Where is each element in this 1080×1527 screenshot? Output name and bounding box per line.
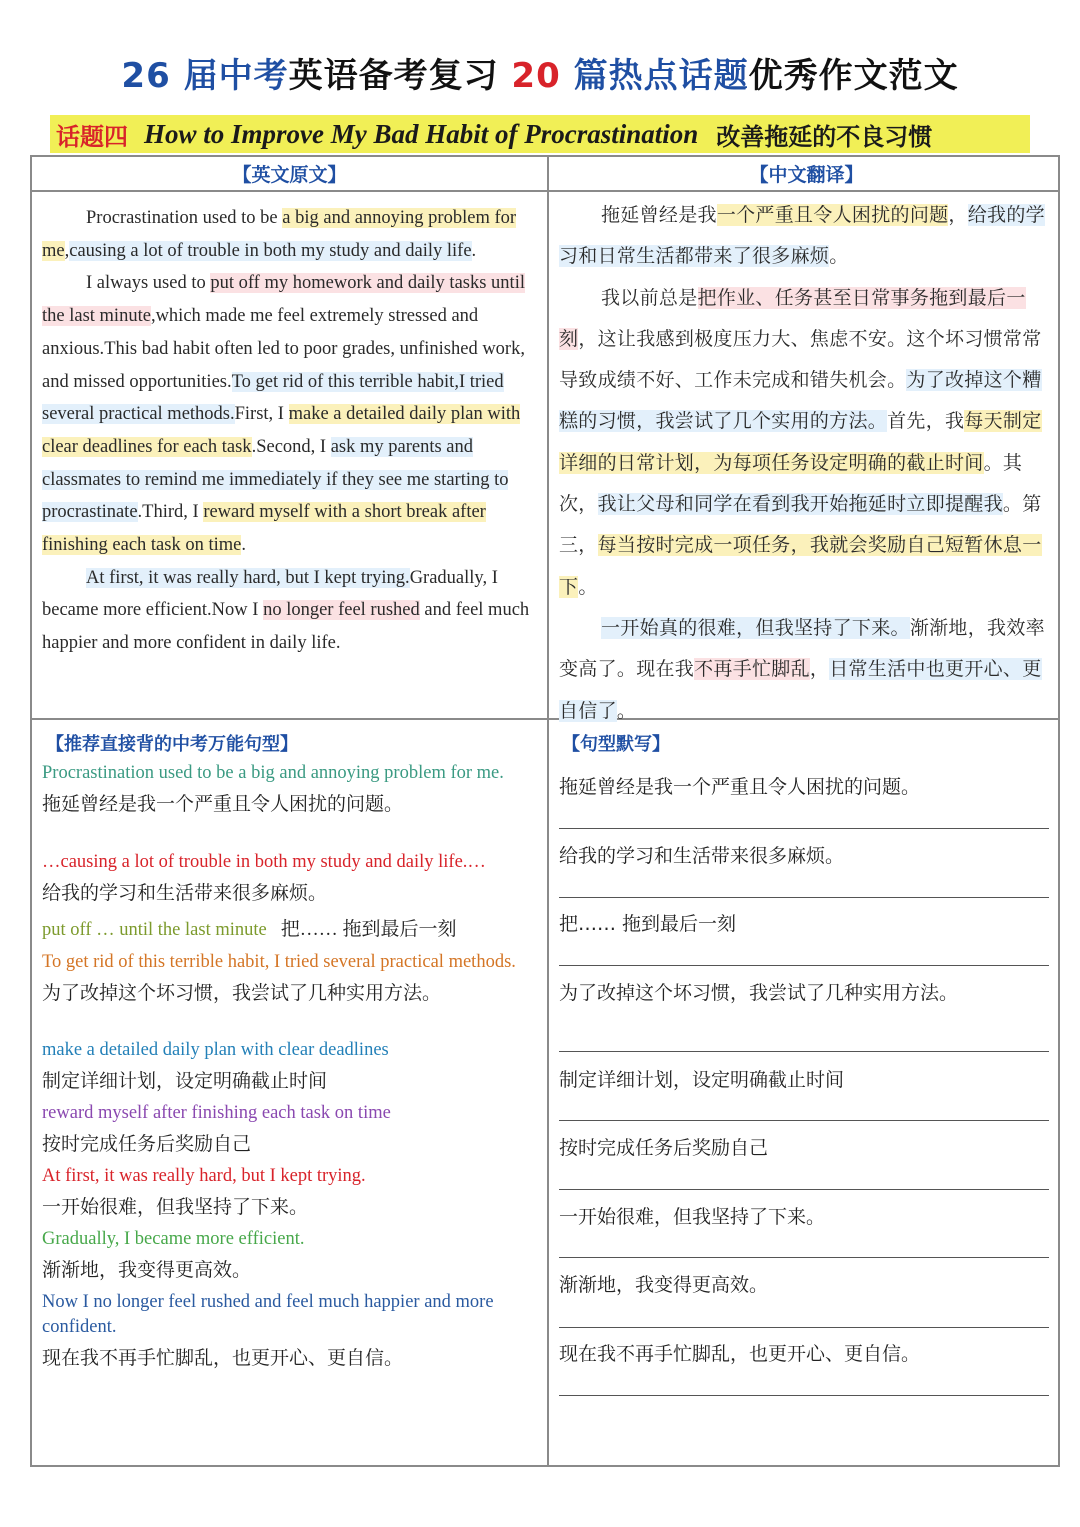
sentence-chinese: 现在我不再手忙脚乱，也更开心、更自信。 [42,1347,404,1369]
sentence-chinese: 把…… 拖到最后一刻 [280,919,457,940]
dictation-prompt: 现在我不再手忙脚乱，也更开心、更自信。 [559,1343,921,1365]
column-divider [547,157,549,1465]
sentence-item [42,1227,537,1285]
dictation-prompt: 一开始很难，但我坚持了下来。 [559,1206,826,1228]
dictation-answer-line[interactable] [559,965,1049,966]
sentence-chinese: 渐渐地，我变得更高效。 [42,1259,252,1281]
chinese-paragraph-3: 一开始真的很难，但我坚持了下来。渐渐地，我效率变高了。现在我不再手忙脚乱，日常生活中也更开心、更自信了。 [559,616,1045,722]
chinese-translation [559,195,1056,732]
topic-chinese-title: 改善拖延的不良习惯 [716,121,933,151]
sentence-item [42,1038,537,1096]
english-paragraph-2: I always used to put off my homework and daily tasks until the last minute,which made me feel extremely stressed and anxious.This bad habit often led to poor grades, unfinished work, and missed opportunities.To get rid of this terrible habit,I tried several practical methods.First, I make a detailed daily plan with clear deadlines for each task.Second, I ask my parents and classmates to remind me immediately if they see me starting to procrastinate.Third, I reward myself with a short break after finishing each task on time. [42,273,525,556]
dictation-prompt: 渐渐地，我变得更高效。 [559,1274,769,1296]
sentence-english: At first, it was really hard, but I kept trying. [42,1166,366,1186]
sentence-item [42,950,537,1008]
english-essay [42,202,537,660]
english-original-header: 【英文原文】 [232,164,347,186]
page-title [0,48,1080,97]
dictation-answer-line[interactable] [559,897,1049,898]
dictation-answer-line[interactable] [559,1051,1049,1052]
dictation-answer-line[interactable] [559,1327,1049,1328]
topic-banner [50,115,1030,153]
chinese-paragraph-2: 我以前总是把作业、任务甚至日常事务拖到最后一刻，这让我感到极度压力大、焦虑不安。这个坏习惯常常导致成绩不好、工作未完成和错失机会。为了改掉这个糟糕的习惯，我尝试了几个实用的方法。首先，我每天制定详细的日常计划，为每项任务设定明确的截止时间。其次，我让父母和同学在看到我开始拖延时立即提醒我。第三，每当按时完成一项任务，我就会奖励自己短暂休息一下。 [559,286,1042,598]
dictation-answer-line[interactable] [559,1395,1049,1396]
sentence-english: reward myself after finishing each task on time [42,1103,391,1123]
sentence-english: Gradually, I became more efficient. [42,1229,305,1249]
dictation-prompt: 拖延曾经是我一个严重且令人困扰的问题。 [559,776,921,798]
sentence-chinese: 制定详细计划，设定明确截止时间 [42,1070,328,1092]
recommended-sentences-title: 【推荐直接背的中考万能句型】 [46,734,298,755]
sentence-chinese: 给我的学习和生活带来很多麻烦。 [42,882,328,904]
title-part-unit: 篇 [573,56,609,96]
dictation-answer-line[interactable] [559,1120,1049,1121]
sentence-english: To get rid of this terrible habit, I tried several practical methods. [42,952,516,972]
dictation-answer-line[interactable] [559,828,1049,829]
dictation-answer-line[interactable] [559,1189,1049,1190]
title-part-topic: 热点话题 [608,56,749,96]
sentence-english: …causing a lot of trouble in both my study and daily life.… [42,852,486,872]
title-part-grade: 26 届中考 [121,56,289,96]
dictation-prompt: 按时完成任务后奖励自己 [559,1137,769,1159]
sentence-item [42,850,537,908]
dictation-prompt: 为了改掉这个坏习惯，我尝试了几种实用方法。 [559,982,959,1004]
title-part-subject: 英语备考复习 [288,56,512,96]
sentence-item [42,917,537,943]
english-paragraph-3: At first, it was really hard, but I kept trying.Gradually, I became more efficient.Now I no longer feel rushed and feel much happier and more confident in daily life. [42,567,530,654]
title-part-essay: 优秀作文范文 [748,56,959,96]
sentence-chinese: 一开始很难，但我坚持了下来。 [42,1196,309,1218]
content-table [30,155,1060,1467]
english-paragraph-1: Procrastination used to be a big and annoying problem for me,causing a lot of trouble in both my study and daily life. [42,208,517,261]
dictation-prompt: 制定详细计划，设定明确截止时间 [559,1069,845,1091]
sentence-item [42,1164,537,1222]
title-part-count: 20 [511,56,574,96]
sentence-english: put off … until the last minute [42,920,267,940]
sentence-chinese: 为了改掉这个坏习惯，我尝试了几种实用方法。 [42,982,442,1004]
sentence-chinese: 拖延曾经是我一个严重且令人困扰的问题。 [42,793,404,815]
header-divider [32,190,1058,192]
dictation-prompt: 给我的学习和生活带来很多麻烦。 [559,845,845,867]
chinese-translation-header: 【中文翻译】 [749,164,864,186]
sentence-english: Procrastination used to be a big and annoying problem for me. [42,763,504,783]
sentence-chinese: 按时完成任务后奖励自己 [42,1133,252,1155]
sentence-english: make a detailed daily plan with clear deadlines [42,1040,389,1060]
sentence-english: Now I no longer feel rushed and feel much happier and more confident. [42,1292,494,1337]
dictation-prompt: 把…… 拖到最后一刻 [559,913,737,935]
dictation-answer-line[interactable] [559,1257,1049,1258]
sentence-item [42,1290,537,1373]
sentence-item [42,761,537,819]
sentence-item [42,1101,537,1159]
chinese-paragraph-1: 拖延曾经是我一个严重且令人困扰的问题，给我的学习和日常生活都带来了很多麻烦。 [559,204,1045,268]
sentence-line [42,917,537,943]
topic-label: 话题四 [56,121,128,151]
dictation-title: 【句型默写】 [562,734,670,755]
topic-english-title: How to Improve My Bad Habit of Procrastination [144,118,699,149]
